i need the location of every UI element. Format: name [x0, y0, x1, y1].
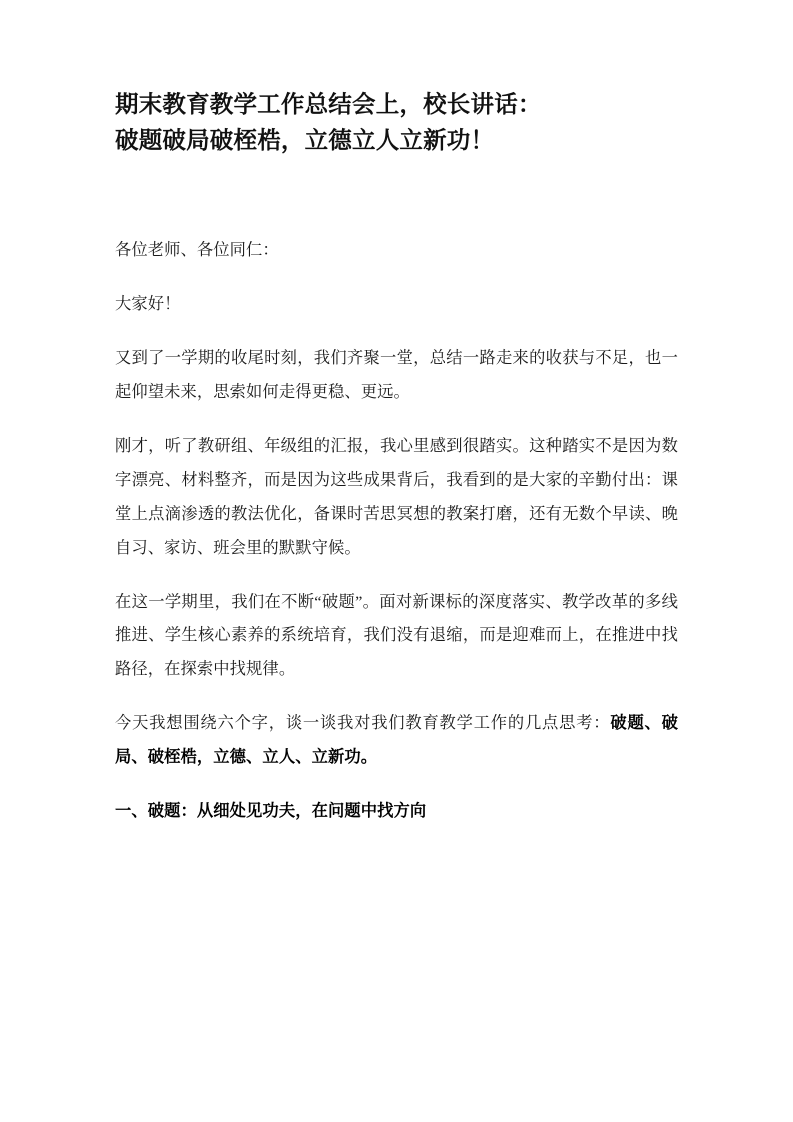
paragraph-normal-text: 今天我想围绕六个字，谈一谈我对我们教育教学工作的几点思考：: [115, 713, 611, 733]
section-heading-1: 一、破题：从细处见功夫，在问题中找方向: [115, 801, 427, 821]
body-paragraph-3: 在这一学期里，我们在不断“破题”。面对新课标的深度落实、教学改革的多线推进、学生核心素养的系统培育，我们没有退缩，而是迎难而上，在推进中找路径，在探索中找规律。: [115, 591, 678, 679]
title-spacer: [115, 159, 678, 233]
greeting-paragraph: 大家好！: [115, 294, 181, 314]
body-paragraph-2: 刚才，听了教研组、年级组的汇报，我心里感到很踏实。这种踏实不是因为数字漂亮、材料整齐，而是因为这些成果背后，我看到的是大家的辛勤付出：课堂上点滴渗透的教法优化，备课时苦思冥想的教案打磨，还有无数个早读、晚自习、家访、班会里的默默守候。: [115, 436, 678, 557]
body-paragraph-1: 又到了一学期的收尾时刻，我们齐聚一堂，总结一路走来的收获与不足，也一起仰望未来，思索如何走得更稳、更远。: [115, 348, 678, 402]
body-paragraph-4: [115, 706, 678, 774]
page-title: [115, 88, 678, 159]
title-line-2: 破题破局破桎梏，立德立人立新功！: [115, 127, 495, 154]
title-line-1: 期末教育教学工作总结会上，校长讲话：: [115, 92, 542, 118]
salutation-paragraph: 各位老师、各位同仁：: [115, 240, 279, 260]
paragraph-emphasis-text: 破题、破局、破桎梏，立德、立人、立新功。: [115, 713, 679, 767]
